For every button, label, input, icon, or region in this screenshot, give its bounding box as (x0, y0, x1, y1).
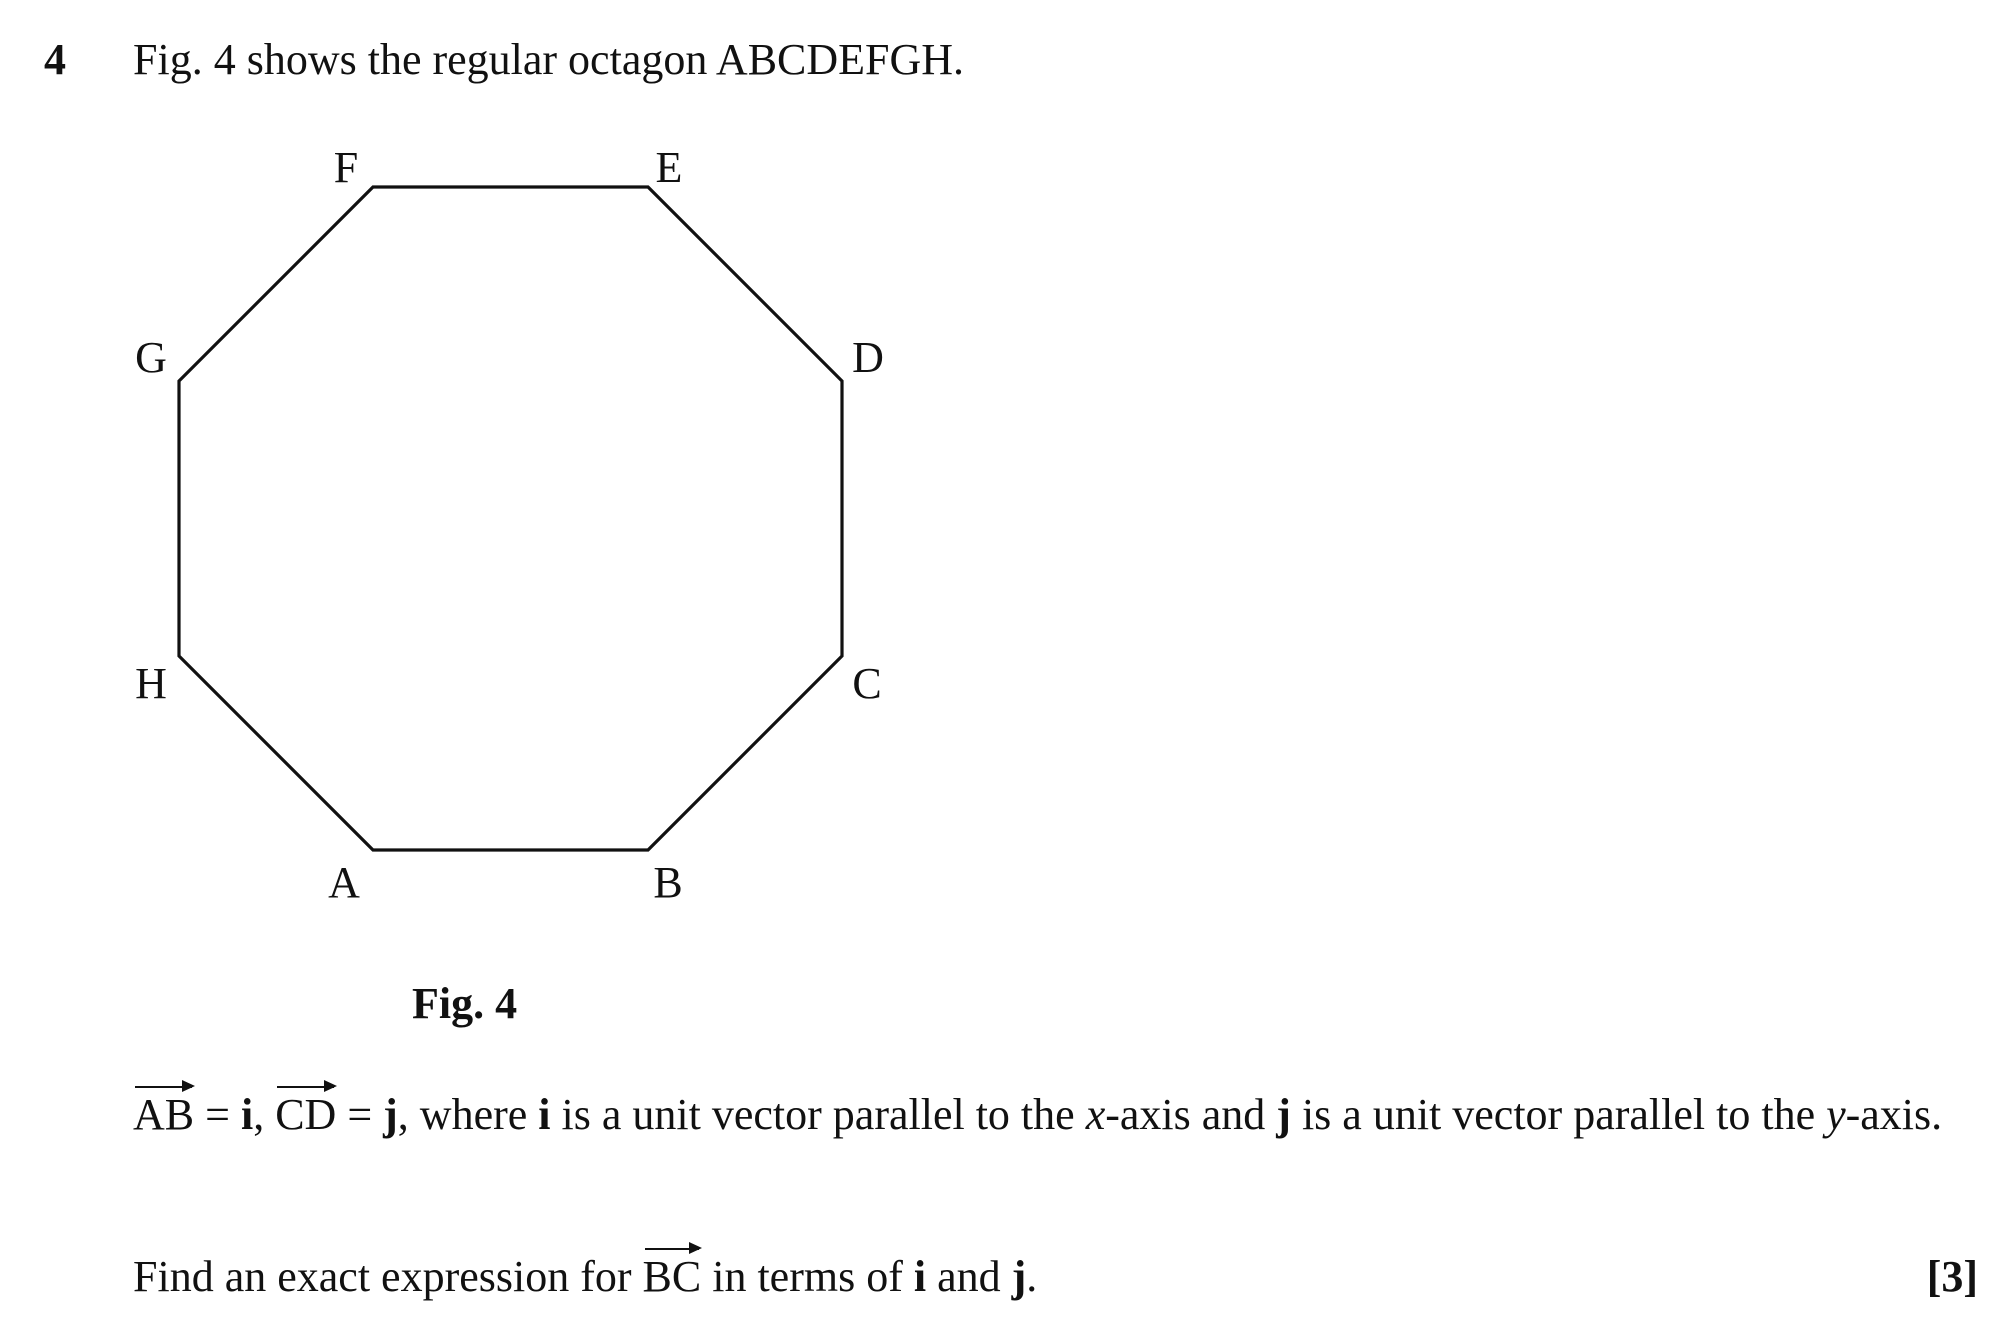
y-variable: y (1826, 1090, 1846, 1139)
text-fragment: -axis. (1845, 1090, 1943, 1139)
vector-ab: AB (133, 1088, 194, 1142)
vector-bc: BC (643, 1250, 702, 1304)
figure-caption: Fig. 4 (412, 979, 518, 1028)
equals-sign: = (336, 1090, 384, 1139)
unit-vector-i: i (913, 1252, 927, 1301)
marks-label: [3] (1926, 1252, 1978, 1301)
text-fragment: , where (397, 1090, 539, 1139)
x-variable: x (1085, 1090, 1106, 1139)
unit-vector-j: j (1011, 1252, 1027, 1301)
vertex-label-d: D (852, 333, 884, 382)
vertex-label-b: B (653, 858, 683, 907)
text-fragment: in terms of (701, 1252, 914, 1301)
question-intro: Fig. 4 shows the regular octagon ABCDEFGH. (133, 35, 965, 84)
task-paragraph (133, 1250, 1978, 1304)
question-number: 4 (44, 35, 66, 84)
text-fragment: is a unit vector parallel to the (550, 1090, 1086, 1139)
text-fragment: is a unit vector parallel to the (1290, 1090, 1827, 1139)
unit-vector-j: j (1276, 1090, 1291, 1139)
unit-vector-i: i (538, 1090, 551, 1139)
vertex-label-a: A (328, 858, 360, 907)
vertex-label-h: H (135, 659, 167, 708)
text-fragment: Find an exact expression for (133, 1252, 643, 1301)
vector-definition-paragraph (133, 1088, 1978, 1142)
vertex-label-c: C (852, 659, 882, 708)
text-fragment: . (1026, 1252, 1038, 1301)
unit-vector-i: i (240, 1090, 254, 1139)
vertex-label-e: E (655, 143, 683, 192)
vector-cd: CD (275, 1088, 336, 1142)
equals-sign: = (194, 1090, 241, 1139)
octagon-outline (179, 187, 842, 850)
text-fragment: -axis and (1105, 1090, 1277, 1139)
unit-vector-j: j (383, 1090, 398, 1139)
comma: , (253, 1090, 276, 1139)
vertex-label-f: F (333, 143, 359, 192)
vertex-label-g: G (135, 333, 167, 382)
text-fragment: and (926, 1252, 1012, 1301)
